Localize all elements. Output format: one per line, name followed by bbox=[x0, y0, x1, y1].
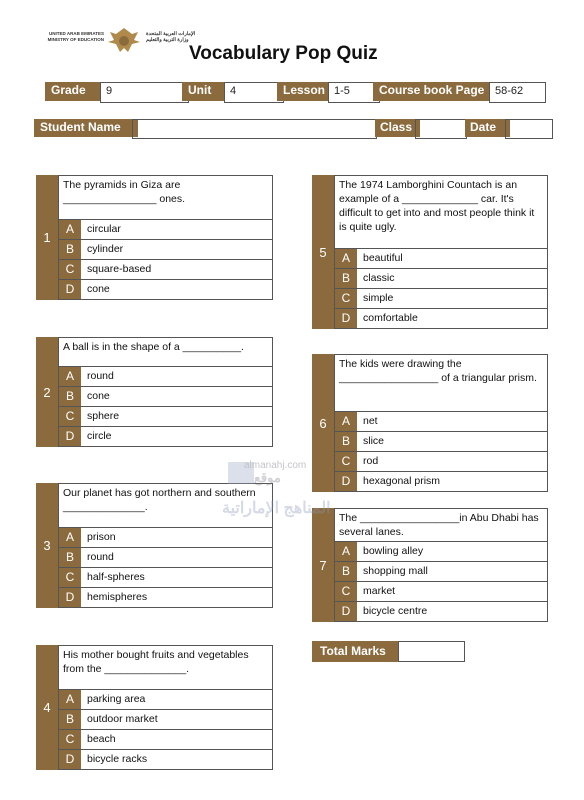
student-name-field[interactable] bbox=[132, 119, 377, 139]
question-stem: The pyramids in Giza are ________________ ones. bbox=[58, 175, 273, 220]
option-text: cylinder bbox=[87, 243, 124, 255]
question-stem: A ball is in the shape of a __________. bbox=[58, 337, 273, 367]
option-text: circle bbox=[87, 430, 112, 442]
uae-emblem-icon bbox=[106, 26, 142, 56]
question-number: 5 bbox=[312, 175, 334, 329]
answer-option-c[interactable] bbox=[334, 582, 548, 602]
option-text: cone bbox=[87, 283, 110, 295]
question-6 bbox=[312, 354, 548, 492]
class-field[interactable] bbox=[415, 119, 467, 139]
watermark bbox=[214, 460, 344, 530]
option-letter: A bbox=[59, 528, 81, 547]
answer-option-a[interactable] bbox=[58, 367, 273, 387]
question-number: 1 bbox=[36, 175, 58, 300]
option-text: comfortable bbox=[363, 312, 418, 324]
watermark-arabic-2: المناهج الإماراتية bbox=[222, 500, 331, 517]
answer-option-a[interactable] bbox=[58, 220, 273, 240]
question-5 bbox=[312, 175, 548, 329]
option-letter: C bbox=[335, 582, 357, 601]
option-text: bicycle centre bbox=[363, 605, 428, 617]
option-text: cone bbox=[87, 390, 110, 402]
question-number: 3 bbox=[36, 483, 58, 608]
option-letter: A bbox=[59, 367, 81, 386]
option-letter: A bbox=[335, 412, 357, 431]
course-page-label: Course book Page bbox=[373, 82, 495, 101]
answer-option-b[interactable] bbox=[334, 432, 548, 452]
option-letter: C bbox=[335, 289, 357, 308]
option-letter: C bbox=[335, 452, 357, 471]
lesson-label: Lesson bbox=[277, 82, 334, 101]
lesson-value: 1-5 bbox=[328, 82, 380, 103]
option-text: rod bbox=[363, 455, 379, 467]
option-text: parking area bbox=[87, 693, 146, 705]
question-number: 7 bbox=[312, 508, 334, 622]
answer-option-a[interactable] bbox=[334, 542, 548, 562]
answer-option-c[interactable] bbox=[334, 452, 548, 472]
option-letter: D bbox=[335, 472, 357, 491]
option-letter: A bbox=[59, 220, 81, 239]
answer-option-c[interactable] bbox=[58, 260, 273, 280]
ministry-name-arabic: الإمارات العربية المتحدة وزارة التربية والتعليم bbox=[146, 31, 196, 43]
option-text: slice bbox=[363, 435, 385, 447]
option-letter: A bbox=[335, 542, 357, 561]
question-stem: The _________________in Abu Dhabi has several lanes. bbox=[334, 508, 548, 542]
question-7 bbox=[312, 508, 548, 622]
option-letter: B bbox=[59, 240, 81, 259]
option-text: net bbox=[363, 415, 378, 427]
watermark-site: almanahj.com bbox=[244, 460, 307, 471]
total-marks-label: Total Marks bbox=[312, 641, 398, 662]
student-name-label: Student Name bbox=[34, 119, 138, 137]
page-title: Vocabulary Pop Quiz bbox=[189, 43, 378, 64]
option-text: beach bbox=[87, 733, 116, 745]
question-2 bbox=[36, 337, 273, 447]
answer-option-b[interactable] bbox=[58, 710, 273, 730]
option-text: round bbox=[87, 370, 114, 382]
course-page-value: 58-62 bbox=[489, 82, 546, 103]
option-text: bowling alley bbox=[363, 545, 424, 557]
answer-option-b[interactable] bbox=[58, 548, 273, 568]
option-letter: D bbox=[59, 588, 81, 607]
option-letter: A bbox=[59, 690, 81, 709]
option-letter: D bbox=[59, 280, 81, 299]
option-letter: C bbox=[59, 260, 81, 279]
question-4 bbox=[36, 645, 273, 770]
answer-option-b[interactable] bbox=[58, 387, 273, 407]
option-letter: D bbox=[335, 602, 357, 621]
option-text: hemispheres bbox=[87, 591, 148, 603]
total-marks-field[interactable] bbox=[398, 641, 465, 662]
answer-option-b[interactable] bbox=[334, 269, 548, 289]
answer-option-b[interactable] bbox=[58, 240, 273, 260]
answer-option-c[interactable] bbox=[334, 289, 548, 309]
answer-option-c[interactable] bbox=[58, 407, 273, 427]
answer-option-d[interactable] bbox=[334, 309, 548, 329]
option-letter: D bbox=[59, 427, 81, 446]
answer-option-d[interactable] bbox=[58, 750, 273, 770]
answer-option-d[interactable] bbox=[58, 588, 273, 608]
option-text: hexagonal prism bbox=[363, 475, 441, 487]
option-letter: C bbox=[59, 568, 81, 587]
answer-option-a[interactable] bbox=[334, 412, 548, 432]
question-number: 6 bbox=[312, 354, 334, 492]
option-text: market bbox=[363, 585, 396, 597]
grade-label: Grade bbox=[45, 82, 106, 101]
option-text: simple bbox=[363, 292, 394, 304]
watermark-arabic-1: موقع bbox=[254, 470, 281, 485]
option-text: beautiful bbox=[363, 252, 403, 264]
option-letter: C bbox=[59, 407, 81, 426]
option-text: half-spheres bbox=[87, 571, 145, 583]
ministry-name-english: UNITED ARAB EMIRATES MINISTRY OF EDUCATION bbox=[47, 31, 104, 42]
answer-option-d[interactable] bbox=[334, 472, 548, 492]
answer-option-d[interactable] bbox=[58, 427, 273, 447]
question-stem: The kids were drawing the _________________ of a triangular prism. bbox=[334, 354, 548, 412]
answer-option-c[interactable] bbox=[58, 730, 273, 750]
option-letter: B bbox=[59, 710, 81, 729]
option-text: outdoor market bbox=[87, 713, 158, 725]
unit-value: 4 bbox=[224, 82, 284, 103]
option-letter: B bbox=[335, 562, 357, 581]
grade-value: 9 bbox=[100, 82, 189, 103]
answer-option-b[interactable] bbox=[334, 562, 548, 582]
option-text: square-based bbox=[87, 263, 152, 275]
option-letter: A bbox=[335, 249, 357, 268]
option-letter: B bbox=[59, 387, 81, 406]
date-label: Date bbox=[465, 119, 510, 137]
option-letter: D bbox=[335, 309, 357, 328]
option-letter: B bbox=[59, 548, 81, 567]
answer-option-c[interactable] bbox=[58, 568, 273, 588]
class-label: Class bbox=[375, 119, 420, 137]
question-stem: His mother bought fruits and vegetables from the ______________. bbox=[58, 645, 273, 690]
option-text: round bbox=[87, 551, 114, 563]
answer-option-d[interactable] bbox=[58, 280, 273, 300]
option-letter: B bbox=[335, 269, 357, 288]
option-letter: D bbox=[59, 750, 81, 769]
option-text: bicycle racks bbox=[87, 753, 148, 765]
option-text: shopping mall bbox=[363, 565, 428, 577]
answer-option-a[interactable] bbox=[58, 528, 273, 548]
answer-option-d[interactable] bbox=[334, 602, 548, 622]
question-number: 2 bbox=[36, 337, 58, 447]
option-letter: C bbox=[59, 730, 81, 749]
answer-option-a[interactable] bbox=[334, 249, 548, 269]
question-stem: The 1974 Lamborghini Countach is an example of a _____________ car. It's difficult to get into and most people think it is quite ugly. bbox=[334, 175, 548, 249]
option-text: prison bbox=[87, 531, 116, 543]
question-1 bbox=[36, 175, 273, 300]
answer-option-a[interactable] bbox=[58, 690, 273, 710]
question-number: 4 bbox=[36, 645, 58, 770]
option-text: sphere bbox=[87, 410, 120, 422]
option-text: classic bbox=[363, 272, 395, 284]
date-field[interactable] bbox=[505, 119, 553, 139]
question-stem: Our planet has got northern and southern ______________. bbox=[58, 483, 273, 528]
option-text: circular bbox=[87, 223, 121, 235]
unit-label: Unit bbox=[182, 82, 230, 101]
option-letter: B bbox=[335, 432, 357, 451]
